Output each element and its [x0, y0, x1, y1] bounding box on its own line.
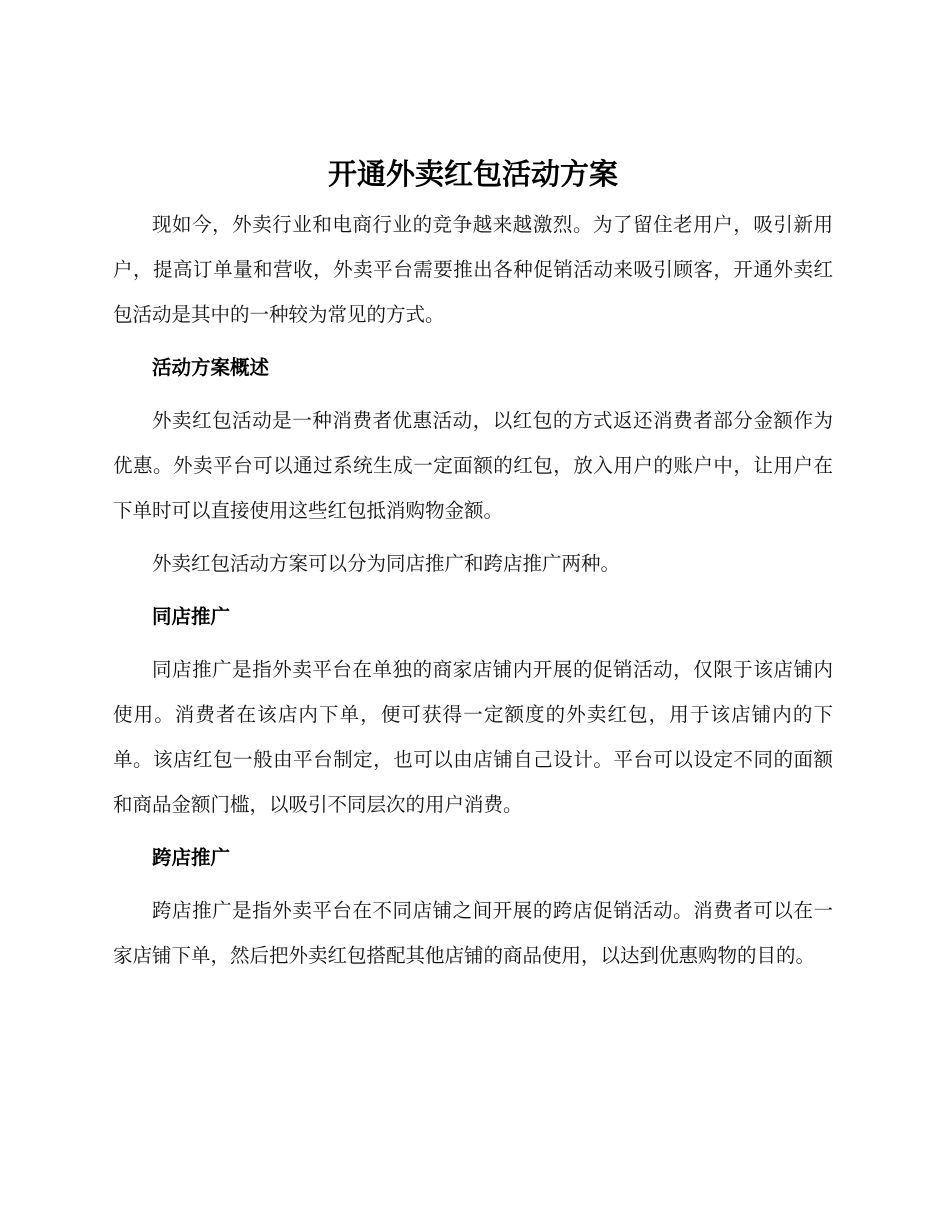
document-title: 开通外卖红包活动方案	[327, 157, 618, 191]
section-heading-same-store: 同店推广	[152, 605, 231, 628]
spacer	[113, 827, 833, 835]
document-body	[113, 150, 833, 978]
spacer	[113, 337, 833, 345]
spacer	[113, 390, 833, 398]
spacer	[113, 880, 833, 888]
same-store-paragraph: 同店推广是指外卖平台在单独的商家店铺内开展的促销活动，仅限于该店铺内使用。消费者在该店内下单，便可获得一定额度的外卖红包，用于该店铺内的下单。该店红包一般由平台制定，也可以由店铺自己设计。平台可以设定不同的面额和商品金额门槛，以吸引不同层次的用户消费。	[113, 658, 833, 816]
spacer	[113, 533, 833, 541]
spacer	[113, 639, 833, 647]
intro-paragraph: 现如今，外卖行业和电商行业的竞争越来越激烈。为了留住老用户，吸引新用户，提高订单量和营收，外卖平台需要推出各种促销活动来吸引顾客，开通外卖红包活动是其中的一种较为常见的方式。	[113, 213, 833, 326]
overview-paragraph-2: 外卖红包活动方案可以分为同店推广和跨店推广两种。	[152, 552, 621, 575]
section-heading-cross-store: 跨店推广	[152, 846, 231, 869]
section-heading-overview: 活动方案概述	[152, 356, 270, 379]
cross-store-paragraph: 跨店推广是指外卖平台在不同店铺之间开展的跨店促销活动。消费者可以在一家店铺下单，然后把外卖红包搭配其他店铺的商品使用，以达到优惠购物的目的。	[113, 899, 833, 967]
spacer	[113, 586, 833, 594]
overview-paragraph-1: 外卖红包活动是一种消费者优惠活动，以红包的方式返还消费者部分金额作为优惠。外卖平台可以通过系统生成一定面额的红包，放入用户的账户中，让用户在下单时可以直接使用这些红包抵消购物金额。	[113, 409, 833, 522]
